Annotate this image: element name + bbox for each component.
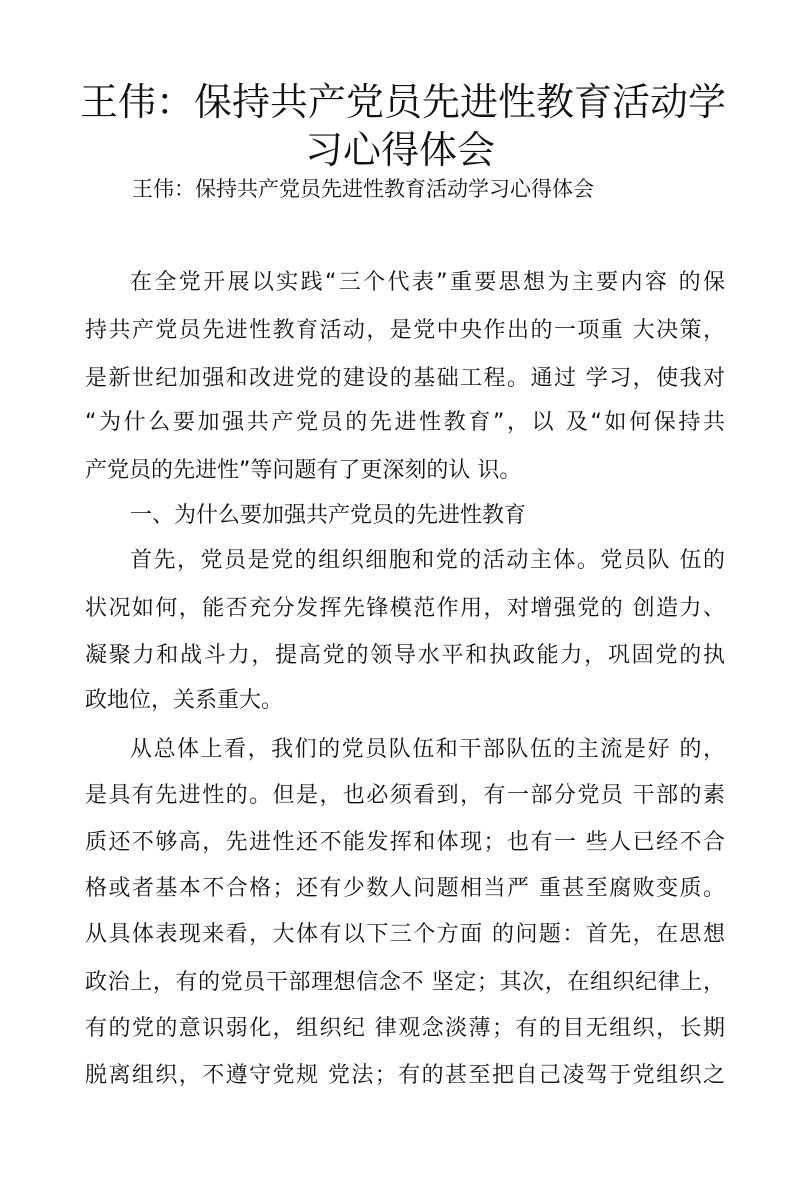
paragraph-line: 质还不够高，先进性还不能发挥和体现；也有一 些人已经不合 xyxy=(85,830,725,855)
paragraph-line: 从总体上看，我们的党员队伍和干部队伍的主流是好 的， xyxy=(130,737,725,762)
paragraph-line: 有的党的意识弱化，组织纪 律观念淡薄；有的目无组织，长期 xyxy=(85,1016,725,1041)
title-line-1: 王伟：保持共产党员先进性教育活动学 xyxy=(80,80,727,124)
paragraph-line: 产党员的先进性”等问题有了更深刻的认 识。 xyxy=(85,458,522,483)
paragraph-line: 脱离组织，不遵守党规 党法；有的甚至把自己凌驾于党组织之 xyxy=(85,1063,725,1088)
paragraph-line: 首先，党员是党的组织细胞和党的活动主体。党员队 伍的 xyxy=(130,548,725,573)
paragraph-line: 从具体表现来看，大体有以下三个方面 的问题：首先，在思想 xyxy=(85,922,725,947)
section-heading: 一、为什么要加强共产党员的先进性教育 xyxy=(130,503,527,528)
paragraph-line: 是新世纪加强和改进党的建设的基础工程。通过 学习，使我对 xyxy=(85,366,725,391)
paragraph-line: 是具有先进性的。但是，也必须看到，有一部分党员 干部的素 xyxy=(85,783,725,808)
paragraph-line: 政地位，关系重大。 xyxy=(85,688,284,713)
paragraph-line: 在全党开展以实践“三个代表”重要思想为主要内容 的保 xyxy=(130,270,725,295)
paragraph-line: “为什么要加强共产党员的先进性教育”，以 及“如何保持共 xyxy=(85,410,725,435)
document-subtitle: 王伟：保持共产党员先进性教育活动学习心得体会 xyxy=(132,177,594,201)
document-title xyxy=(80,78,727,174)
paragraph-line: 持共产党员先进性教育活动，是党中央作出的一项重 大决策， xyxy=(85,318,725,343)
paragraph-line: 政治上，有的党员干部理想信念不 坚定；其次，在组织纪律上， xyxy=(85,970,725,995)
paragraph-line: 凝聚力和战斗力，提高党的领导水平和执政能力，巩固党的执 xyxy=(85,643,725,668)
paragraph-line: 格或者基本不合格；还有少数人问题相当严 重甚至腐败变质。 xyxy=(85,876,725,901)
paragraph-line: 状况如何，能否充分发挥先锋模范作用，对增强党的 创造力、 xyxy=(85,596,725,621)
title-line-2: 习心得体会 xyxy=(304,128,495,172)
